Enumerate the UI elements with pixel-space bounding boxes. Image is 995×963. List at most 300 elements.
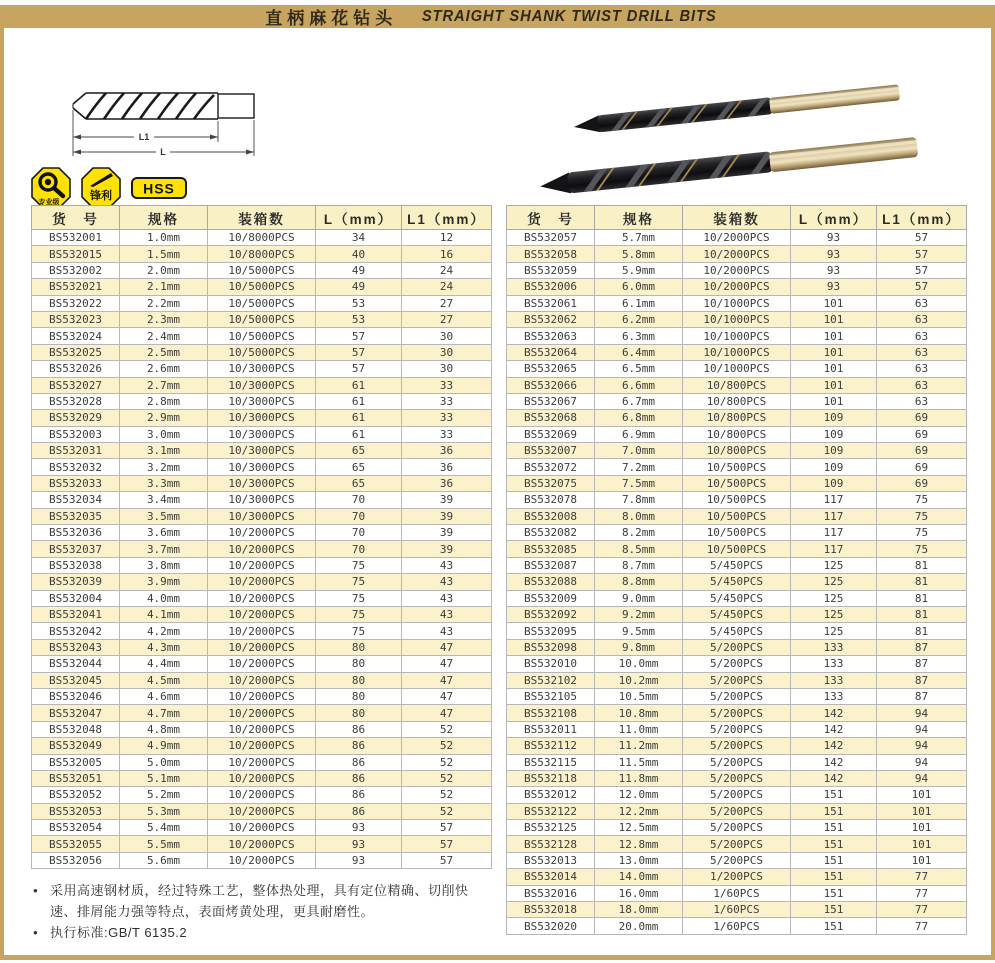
table-cell: 10/2000PCS xyxy=(208,590,316,606)
table-cell: 12.0mm xyxy=(595,787,683,803)
table-row xyxy=(507,738,967,754)
table-cell: BS532006 xyxy=(507,279,595,295)
table-cell: 80 xyxy=(316,656,402,672)
table-cell: 63 xyxy=(877,311,967,327)
table-cell: 2.5mm xyxy=(120,344,208,360)
table-cell: 77 xyxy=(877,869,967,885)
table-cell: 75 xyxy=(316,606,402,622)
table-cell: 2.1mm xyxy=(120,279,208,295)
table-row xyxy=(32,738,492,754)
table-row xyxy=(507,246,967,262)
table-cell: 5/450PCS xyxy=(683,557,791,573)
table-cell: 33 xyxy=(402,426,492,442)
table-cell: 57 xyxy=(316,328,402,344)
table-row xyxy=(32,606,492,622)
table-cell: 2.4mm xyxy=(120,328,208,344)
table-cell: BS532016 xyxy=(507,885,595,901)
table-cell: 18.0mm xyxy=(595,902,683,918)
table-cell: BS532026 xyxy=(32,361,120,377)
table-cell: BS532014 xyxy=(507,869,595,885)
table-cell: 4.0mm xyxy=(120,590,208,606)
table-cell: 151 xyxy=(791,885,877,901)
table-cell: 10/500PCS xyxy=(683,475,791,491)
drill-bit-bottom xyxy=(538,130,918,198)
table-cell: 63 xyxy=(877,328,967,344)
col-header-length: L（mm） xyxy=(316,206,402,230)
table-cell: 1/60PCS xyxy=(683,902,791,918)
table-cell: 43 xyxy=(402,590,492,606)
table-cell: 61 xyxy=(316,410,402,426)
table-cell: 117 xyxy=(791,525,877,541)
table-cell: 6.9mm xyxy=(595,426,683,442)
table-row xyxy=(507,492,967,508)
sharp-badge-label: 锋利 xyxy=(90,190,112,202)
table-cell: 10/3000PCS xyxy=(208,475,316,491)
table-cell: 80 xyxy=(316,705,402,721)
table-row xyxy=(507,508,967,524)
table-cell: BS532122 xyxy=(507,803,595,819)
table-row xyxy=(507,475,967,491)
table-cell: 8.5mm xyxy=(595,541,683,557)
table-cell: 1/60PCS xyxy=(683,918,791,934)
table-cell: BS532003 xyxy=(32,426,120,442)
table-cell: BS532004 xyxy=(32,590,120,606)
table-cell: 10/500PCS xyxy=(683,525,791,541)
table-row xyxy=(32,328,492,344)
table-header-row xyxy=(507,206,967,230)
table-cell: 40 xyxy=(316,246,402,262)
table-row xyxy=(32,639,492,655)
table-cell: 7.2mm xyxy=(595,459,683,475)
table-cell: 10/1000PCS xyxy=(683,311,791,327)
drill-bits-photo xyxy=(515,48,975,198)
table-cell: 86 xyxy=(316,738,402,754)
table-cell: BS532108 xyxy=(507,705,595,721)
table-cell: 53 xyxy=(316,295,402,311)
table-cell: 5/200PCS xyxy=(683,787,791,803)
table-cell: BS532001 xyxy=(32,230,120,246)
table-cell: 3.1mm xyxy=(120,443,208,459)
table-cell: 10/2000PCS xyxy=(208,672,316,688)
table-cell: 109 xyxy=(791,459,877,475)
table-cell: 16.0mm xyxy=(595,885,683,901)
table-cell: 1/200PCS xyxy=(683,869,791,885)
table-cell: 10/2000PCS xyxy=(208,557,316,573)
table-row xyxy=(507,672,967,688)
table-cell: 4.1mm xyxy=(120,606,208,622)
table-cell: 101 xyxy=(791,361,877,377)
table-row xyxy=(32,590,492,606)
table-cell: 101 xyxy=(877,836,967,852)
page-title-chinese: 直柄麻花钻头 xyxy=(265,9,398,28)
table-cell: 10/2000PCS xyxy=(683,230,791,246)
table-cell: BS532002 xyxy=(32,262,120,278)
table-cell: 3.6mm xyxy=(120,525,208,541)
table-row xyxy=(32,705,492,721)
col-header-pack-qty: 装箱数 xyxy=(683,206,791,230)
col-header-spec: 规格 xyxy=(595,206,683,230)
table-cell: 86 xyxy=(316,803,402,819)
table-cell: 5/200PCS xyxy=(683,672,791,688)
table-cell: 5/450PCS xyxy=(683,574,791,590)
table-cell: 10/2000PCS xyxy=(208,754,316,770)
table-cell: BS532051 xyxy=(32,770,120,786)
table-cell: 5.1mm xyxy=(120,770,208,786)
table-cell: 10/2000PCS xyxy=(208,721,316,737)
table-cell: 4.3mm xyxy=(120,639,208,655)
table-cell: 63 xyxy=(877,344,967,360)
table-cell: BS532005 xyxy=(32,754,120,770)
table-cell: 20.0mm xyxy=(595,918,683,934)
table-cell: 133 xyxy=(791,656,877,672)
table-cell: 63 xyxy=(877,295,967,311)
table-row xyxy=(32,246,492,262)
table-cell: BS532052 xyxy=(32,787,120,803)
table-cell: 2.2mm xyxy=(120,295,208,311)
table-cell: 14.0mm xyxy=(595,869,683,885)
table-cell: 5.6mm xyxy=(120,852,208,868)
table-cell: 93 xyxy=(791,279,877,295)
table-row xyxy=(32,410,492,426)
table-row xyxy=(507,541,967,557)
table-cell: BS532028 xyxy=(32,393,120,409)
table-row xyxy=(32,508,492,524)
table-cell: 7.0mm xyxy=(595,443,683,459)
table-cell: 142 xyxy=(791,770,877,786)
table-cell: 94 xyxy=(877,738,967,754)
col-header-spec: 规格 xyxy=(120,206,208,230)
table-cell: BS532064 xyxy=(507,344,595,360)
table-cell: 69 xyxy=(877,426,967,442)
table-row xyxy=(507,902,967,918)
table-cell: 13.0mm xyxy=(595,852,683,868)
table-row xyxy=(32,262,492,278)
table-cell: 36 xyxy=(402,443,492,459)
table-cell: BS532053 xyxy=(32,803,120,819)
table-row xyxy=(32,361,492,377)
table-cell: 94 xyxy=(877,754,967,770)
table-cell: BS532085 xyxy=(507,541,595,557)
table-cell: BS532128 xyxy=(507,836,595,852)
table-row xyxy=(507,311,967,327)
table-cell: 81 xyxy=(877,590,967,606)
table-cell: 5.2mm xyxy=(120,787,208,803)
table-cell: 63 xyxy=(877,361,967,377)
table-cell: 69 xyxy=(877,459,967,475)
table-row xyxy=(507,525,967,541)
gold-border-bottom xyxy=(0,955,995,960)
table-row xyxy=(507,852,967,868)
table-cell: 47 xyxy=(402,639,492,655)
table-cell: 63 xyxy=(877,393,967,409)
table-cell: 57 xyxy=(402,852,492,868)
table-cell: BS532062 xyxy=(507,311,595,327)
table-cell: 5/200PCS xyxy=(683,738,791,754)
table-cell: 34 xyxy=(316,230,402,246)
table-cell: 5/200PCS xyxy=(683,656,791,672)
table-cell: BS532007 xyxy=(507,443,595,459)
table-cell: 125 xyxy=(791,557,877,573)
table-cell: 57 xyxy=(877,262,967,278)
table-cell: 101 xyxy=(877,803,967,819)
table-cell: 5/200PCS xyxy=(683,688,791,704)
table-cell: 10/800PCS xyxy=(683,443,791,459)
table-cell: 7.5mm xyxy=(595,475,683,491)
table-cell: BS532068 xyxy=(507,410,595,426)
table-cell: 6.5mm xyxy=(595,361,683,377)
table-cell: 52 xyxy=(402,770,492,786)
table-cell: 52 xyxy=(402,803,492,819)
table-cell: 11.2mm xyxy=(595,738,683,754)
table-cell: 5/450PCS xyxy=(683,590,791,606)
table-cell: BS532066 xyxy=(507,377,595,393)
table-cell: BS532102 xyxy=(507,672,595,688)
table-cell: 133 xyxy=(791,672,877,688)
table-cell: BS532009 xyxy=(507,590,595,606)
table-cell: 3.0mm xyxy=(120,426,208,442)
table-cell: 10/2000PCS xyxy=(208,688,316,704)
table-cell: 93 xyxy=(791,262,877,278)
table-cell: BS532075 xyxy=(507,475,595,491)
table-cell: 109 xyxy=(791,410,877,426)
table-row xyxy=(32,393,492,409)
table-cell: BS532057 xyxy=(507,230,595,246)
table-cell: 2.7mm xyxy=(120,377,208,393)
table-cell: BS532015 xyxy=(32,246,120,262)
table-cell: 43 xyxy=(402,623,492,639)
table-cell: 10/1000PCS xyxy=(683,328,791,344)
col-header-length: L（mm） xyxy=(791,206,877,230)
table-cell: 3.9mm xyxy=(120,574,208,590)
table-cell: 101 xyxy=(877,852,967,868)
table-cell: 30 xyxy=(402,328,492,344)
table-row xyxy=(507,606,967,622)
table-row xyxy=(32,344,492,360)
table-cell: BS532095 xyxy=(507,623,595,639)
table-cell: 86 xyxy=(316,770,402,786)
table-cell: 24 xyxy=(402,279,492,295)
table-row xyxy=(507,770,967,786)
table-cell: 101 xyxy=(791,344,877,360)
table-cell: 10/3000PCS xyxy=(208,426,316,442)
table-cell: 5/450PCS xyxy=(683,623,791,639)
table-row xyxy=(32,754,492,770)
table-cell: 1.0mm xyxy=(120,230,208,246)
table-cell: 57 xyxy=(877,279,967,295)
table-row xyxy=(507,426,967,442)
table-cell: 6.3mm xyxy=(595,328,683,344)
table-cell: 2.3mm xyxy=(120,311,208,327)
table-row xyxy=(32,574,492,590)
table-cell: 10.8mm xyxy=(595,705,683,721)
quality-badge-icon xyxy=(30,166,72,210)
table-cell: 61 xyxy=(316,377,402,393)
table-cell: BS532047 xyxy=(32,705,120,721)
table-cell: BS532056 xyxy=(32,852,120,868)
table-cell: 47 xyxy=(402,688,492,704)
table-cell: 5.9mm xyxy=(595,262,683,278)
table-cell: BS532088 xyxy=(507,574,595,590)
table-row xyxy=(507,279,967,295)
table-cell: 151 xyxy=(791,803,877,819)
table-row xyxy=(32,803,492,819)
table-row xyxy=(507,361,967,377)
table-cell: 10/2000PCS xyxy=(683,246,791,262)
table-cell: 6.7mm xyxy=(595,393,683,409)
table-cell: 27 xyxy=(402,295,492,311)
table-cell: BS532045 xyxy=(32,672,120,688)
drill-spec-table-left xyxy=(31,205,492,869)
table-cell: BS532043 xyxy=(32,639,120,655)
table-cell: BS532098 xyxy=(507,639,595,655)
table-cell: 86 xyxy=(316,754,402,770)
table-cell: 33 xyxy=(402,410,492,426)
table-cell: 43 xyxy=(402,574,492,590)
table-cell: 81 xyxy=(877,557,967,573)
table-cell: BS532021 xyxy=(32,279,120,295)
table-cell: 10/2000PCS xyxy=(208,770,316,786)
table-cell: 10/3000PCS xyxy=(208,492,316,508)
table-cell: 10/800PCS xyxy=(683,426,791,442)
table-row xyxy=(507,557,967,573)
table-row xyxy=(32,459,492,475)
table-cell: 81 xyxy=(877,574,967,590)
table-cell: 6.1mm xyxy=(595,295,683,311)
table-cell: 5.8mm xyxy=(595,246,683,262)
drill-spec-table-right xyxy=(506,205,967,935)
table-row xyxy=(507,410,967,426)
table-cell: 53 xyxy=(316,311,402,327)
table-row xyxy=(32,770,492,786)
table-cell: 57 xyxy=(877,246,967,262)
gold-border-left xyxy=(0,28,4,955)
table-row xyxy=(507,787,967,803)
table-cell: BS532092 xyxy=(507,606,595,622)
table-cell: 16 xyxy=(402,246,492,262)
feature-badges xyxy=(30,166,188,210)
table-row xyxy=(507,393,967,409)
table-cell: 9.8mm xyxy=(595,639,683,655)
table-row xyxy=(507,377,967,393)
table-cell: 9.2mm xyxy=(595,606,683,622)
table-row xyxy=(32,492,492,508)
table-cell: BS532011 xyxy=(507,721,595,737)
table-cell: 43 xyxy=(402,606,492,622)
table-cell: 10/2000PCS xyxy=(208,852,316,868)
table-cell: 24 xyxy=(402,262,492,278)
table-cell: 125 xyxy=(791,623,877,639)
drill-dimension-diagram xyxy=(66,84,281,169)
gold-border-right xyxy=(991,28,995,955)
dimension-label-l: L xyxy=(160,147,166,157)
table-cell: 3.2mm xyxy=(120,459,208,475)
table-row xyxy=(507,688,967,704)
table-cell: 93 xyxy=(791,230,877,246)
table-cell: 10/5000PCS xyxy=(208,328,316,344)
table-row xyxy=(507,836,967,852)
table-cell: 5/200PCS xyxy=(683,770,791,786)
table-cell: 12.2mm xyxy=(595,803,683,819)
table-cell: 5/200PCS xyxy=(683,754,791,770)
table-cell: 101 xyxy=(877,787,967,803)
table-cell: 4.5mm xyxy=(120,672,208,688)
table-cell: 4.4mm xyxy=(120,656,208,672)
table-cell: 11.5mm xyxy=(595,754,683,770)
table-cell: 109 xyxy=(791,426,877,442)
table-cell: 125 xyxy=(791,574,877,590)
table-cell: BS532118 xyxy=(507,770,595,786)
table-cell: BS532078 xyxy=(507,492,595,508)
table-cell: 61 xyxy=(316,426,402,442)
table-cell: 33 xyxy=(402,377,492,393)
col-header-item-no: 货 号 xyxy=(32,206,120,230)
table-cell: 125 xyxy=(791,606,877,622)
table-cell: 5/450PCS xyxy=(683,606,791,622)
table-cell: 5.4mm xyxy=(120,820,208,836)
table-cell: 49 xyxy=(316,279,402,295)
table-cell: 151 xyxy=(791,836,877,852)
table-cell: BS532112 xyxy=(507,738,595,754)
table-cell: 10/500PCS xyxy=(683,508,791,524)
table-cell: BS532059 xyxy=(507,262,595,278)
table-row xyxy=(32,443,492,459)
table-cell: 57 xyxy=(402,820,492,836)
table-cell: BS532013 xyxy=(507,852,595,868)
table-cell: BS532036 xyxy=(32,525,120,541)
table-cell: 133 xyxy=(791,639,877,655)
table-cell: 151 xyxy=(791,852,877,868)
table-cell: 10/500PCS xyxy=(683,541,791,557)
table-cell: 151 xyxy=(791,902,877,918)
table-cell: 109 xyxy=(791,475,877,491)
table-cell: 151 xyxy=(791,820,877,836)
table-cell: BS532031 xyxy=(32,443,120,459)
table-cell: BS532029 xyxy=(32,410,120,426)
table-cell: 5.0mm xyxy=(120,754,208,770)
table-row xyxy=(507,639,967,655)
table-cell: 63 xyxy=(877,377,967,393)
table-cell: 93 xyxy=(791,246,877,262)
table-row xyxy=(32,787,492,803)
table-cell: 75 xyxy=(316,557,402,573)
table-cell: 3.3mm xyxy=(120,475,208,491)
table-cell: BS532087 xyxy=(507,557,595,573)
table-cell: 4.2mm xyxy=(120,623,208,639)
table-cell: 10/2000PCS xyxy=(208,705,316,721)
table-row xyxy=(507,328,967,344)
table-cell: 75 xyxy=(877,508,967,524)
table-cell: 4.9mm xyxy=(120,738,208,754)
table-cell: 5.3mm xyxy=(120,803,208,819)
table-row xyxy=(507,885,967,901)
table-cell: BS532025 xyxy=(32,344,120,360)
table-cell: 101 xyxy=(791,393,877,409)
table-cell: 117 xyxy=(791,541,877,557)
table-cell: 75 xyxy=(877,492,967,508)
table-cell: 52 xyxy=(402,738,492,754)
table-cell: 101 xyxy=(791,377,877,393)
table-cell: 10/2000PCS xyxy=(208,541,316,557)
table-cell: 70 xyxy=(316,541,402,557)
table-row xyxy=(32,721,492,737)
table-row xyxy=(507,918,967,934)
table-cell: 10/800PCS xyxy=(683,393,791,409)
table-row xyxy=(32,230,492,246)
table-cell: 94 xyxy=(877,705,967,721)
table-cell: 6.0mm xyxy=(595,279,683,295)
table-cell: BS532065 xyxy=(507,361,595,377)
table-cell: 10/500PCS xyxy=(683,459,791,475)
